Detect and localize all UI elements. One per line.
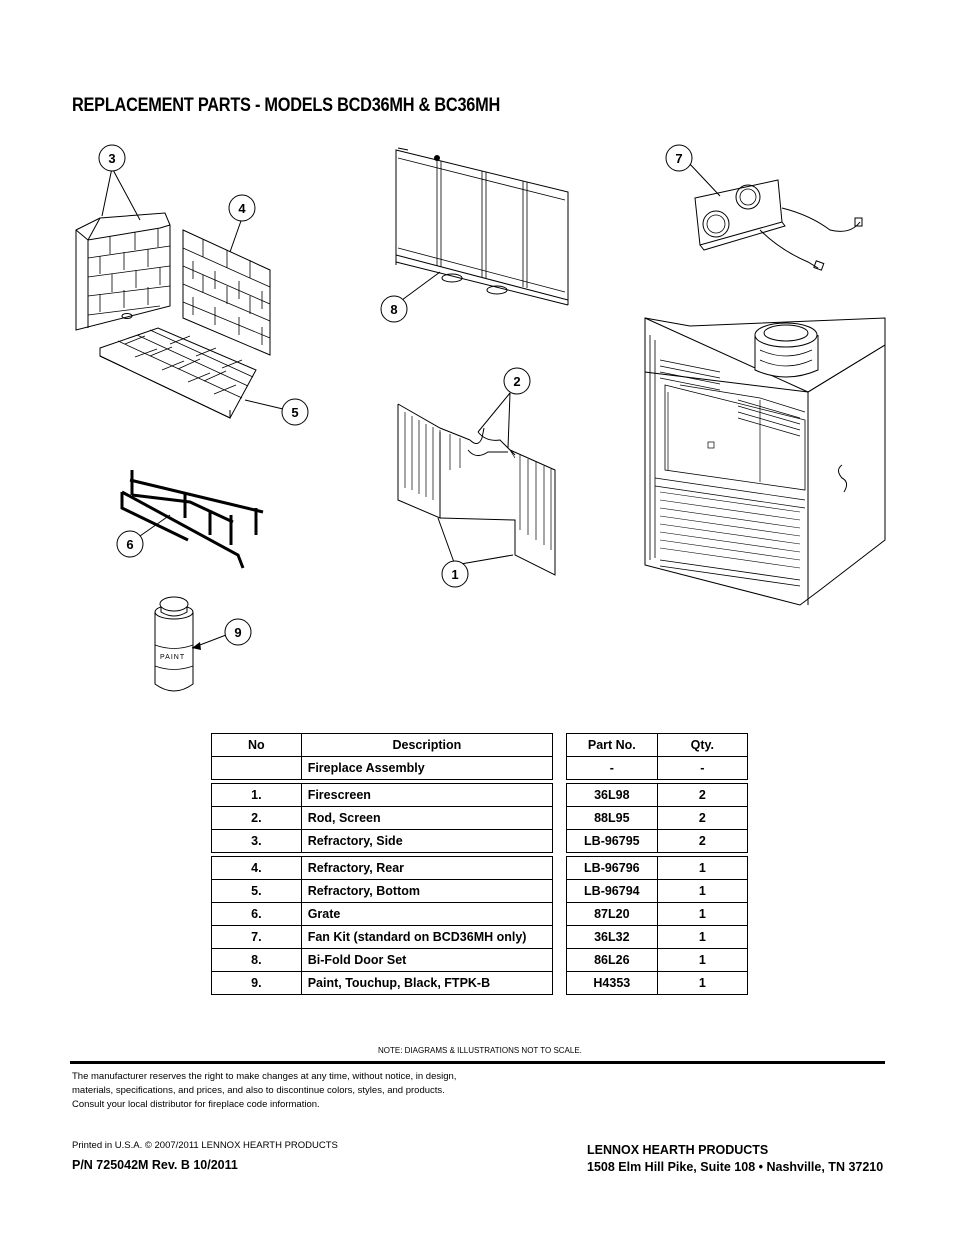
header-qty: Qty. (657, 734, 747, 757)
parts-description-table (211, 733, 553, 995)
row-qty: 2 (657, 830, 747, 853)
row-part-no: 87L20 (567, 903, 658, 926)
table-row (212, 830, 553, 853)
header-part-no: Part No. (567, 734, 658, 757)
callout-7 (666, 145, 692, 171)
row-no: 4. (212, 857, 302, 880)
table-row (212, 784, 553, 807)
row-no: 9. (212, 972, 302, 995)
row-part-no: LB-96796 (567, 857, 658, 880)
row-no: 2. (212, 807, 302, 830)
svg-text:2: 2 (513, 374, 521, 389)
parts-number-table (566, 733, 748, 995)
row-part-no: 86L26 (567, 949, 658, 972)
row-description: Bi-Fold Door Set (301, 949, 552, 972)
table-row (212, 807, 553, 830)
table-row (212, 757, 553, 780)
table-header-row (567, 734, 748, 757)
row-part-no: 36L98 (567, 784, 658, 807)
table-row (567, 757, 748, 780)
svg-text:3: 3 (108, 151, 116, 166)
row-qty: - (657, 757, 747, 780)
callout-9 (225, 619, 251, 645)
svg-text:8: 8 (390, 302, 398, 317)
row-no (212, 757, 302, 780)
table-row (212, 926, 553, 949)
part-number: P/N 725042M Rev. B 10/2011 (72, 1158, 238, 1172)
row-qty: 1 (657, 972, 747, 995)
fireplace-assembly-illustration (645, 318, 885, 605)
row-qty: 2 (657, 807, 747, 830)
refractory-bottom-illustration (100, 328, 256, 418)
callout-6 (117, 531, 143, 557)
scale-note: NOTE: DIAGRAMS & ILLUSTRATIONS NOT TO SCALE. (378, 1046, 582, 1055)
table-row (212, 903, 553, 926)
row-description: Fireplace Assembly (301, 757, 552, 780)
row-no: 7. (212, 926, 302, 949)
table-row (567, 784, 748, 807)
row-part-no: LB-96795 (567, 830, 658, 853)
row-no: 6. (212, 903, 302, 926)
disclaimer-line: Consult your local distributor for fireplace code information. (72, 1099, 320, 1110)
callout-4 (229, 195, 255, 221)
refractory-rear-illustration (183, 230, 270, 355)
grate-illustration (122, 470, 263, 568)
row-no: 5. (212, 880, 302, 903)
svg-text:6: 6 (126, 537, 134, 552)
row-description: Grate (301, 903, 552, 926)
row-qty: 1 (657, 880, 747, 903)
svg-text:1: 1 (451, 567, 459, 582)
row-qty: 2 (657, 784, 747, 807)
header-description: Description (301, 734, 552, 757)
disclaimer-line: The manufacturer reserves the right to make changes at any time, without notice, in design, (72, 1071, 457, 1082)
header-no: No (212, 734, 302, 757)
callout-8 (381, 296, 407, 322)
callout-5 (282, 399, 308, 425)
row-qty: 1 (657, 926, 747, 949)
page-title: REPLACEMENT PARTS - MODELS BCD36MH & BC36MH (72, 95, 500, 116)
callout-3 (99, 145, 125, 171)
disclaimer (72, 1070, 492, 1112)
callout-2 (504, 368, 530, 394)
firescreen-illustration (398, 404, 555, 575)
row-description: Rod, Screen (301, 807, 552, 830)
row-qty: 1 (657, 857, 747, 880)
row-description: Fan Kit (standard on BCD36MH only) (301, 926, 552, 949)
row-description: Refractory, Bottom (301, 880, 552, 903)
table-row (212, 880, 553, 903)
callout-1 (442, 561, 468, 587)
row-part-no: LB-96794 (567, 880, 658, 903)
row-part-no: 88L95 (567, 807, 658, 830)
row-part-no: H4353 (567, 972, 658, 995)
row-description: Refractory, Side (301, 830, 552, 853)
svg-text:4: 4 (238, 201, 246, 216)
divider (70, 1061, 885, 1064)
row-description: Refractory, Rear (301, 857, 552, 880)
table-row (212, 857, 553, 880)
row-description: Firescreen (301, 784, 552, 807)
row-no: 8. (212, 949, 302, 972)
fan-kit-illustration (695, 180, 862, 270)
row-part-no: 36L32 (567, 926, 658, 949)
row-no: 1. (212, 784, 302, 807)
row-description: Paint, Touchup, Black, FTPK-B (301, 972, 552, 995)
table-row (567, 857, 748, 880)
table-row (212, 949, 553, 972)
disclaimer-line: materials, specifications, and prices, and also to discontinue colors, styles, and products. (72, 1085, 445, 1096)
company-address: 1508 Elm Hill Pike, Suite 108 • Nashville, TN 37210 (587, 1160, 884, 1174)
row-part-no: - (567, 757, 658, 780)
paint-can-illustration (155, 597, 193, 691)
refractory-side-illustration (76, 213, 170, 330)
row-qty: 1 (657, 949, 747, 972)
row-no: 3. (212, 830, 302, 853)
printed-notice: Printed in U.S.A. © 2007/2011 LENNOX HEARTH PRODUCTS (72, 1140, 338, 1151)
table-row (567, 880, 748, 903)
bifold-door-illustration (396, 148, 568, 305)
company-block (587, 1142, 883, 1176)
table-row (567, 926, 748, 949)
row-qty: 1 (657, 903, 747, 926)
svg-text:5: 5 (291, 405, 299, 420)
table-row (212, 972, 553, 995)
paint-label: PAINT (160, 654, 186, 661)
table-row (567, 807, 748, 830)
table-row (567, 903, 748, 926)
svg-text:7: 7 (675, 151, 683, 166)
company-name: LENNOX HEARTH PRODUCTS (587, 1143, 769, 1157)
svg-text:9: 9 (234, 625, 242, 640)
table-row (567, 972, 748, 995)
table-header-row (212, 734, 553, 757)
table-row (567, 830, 748, 853)
table-row (567, 949, 748, 972)
